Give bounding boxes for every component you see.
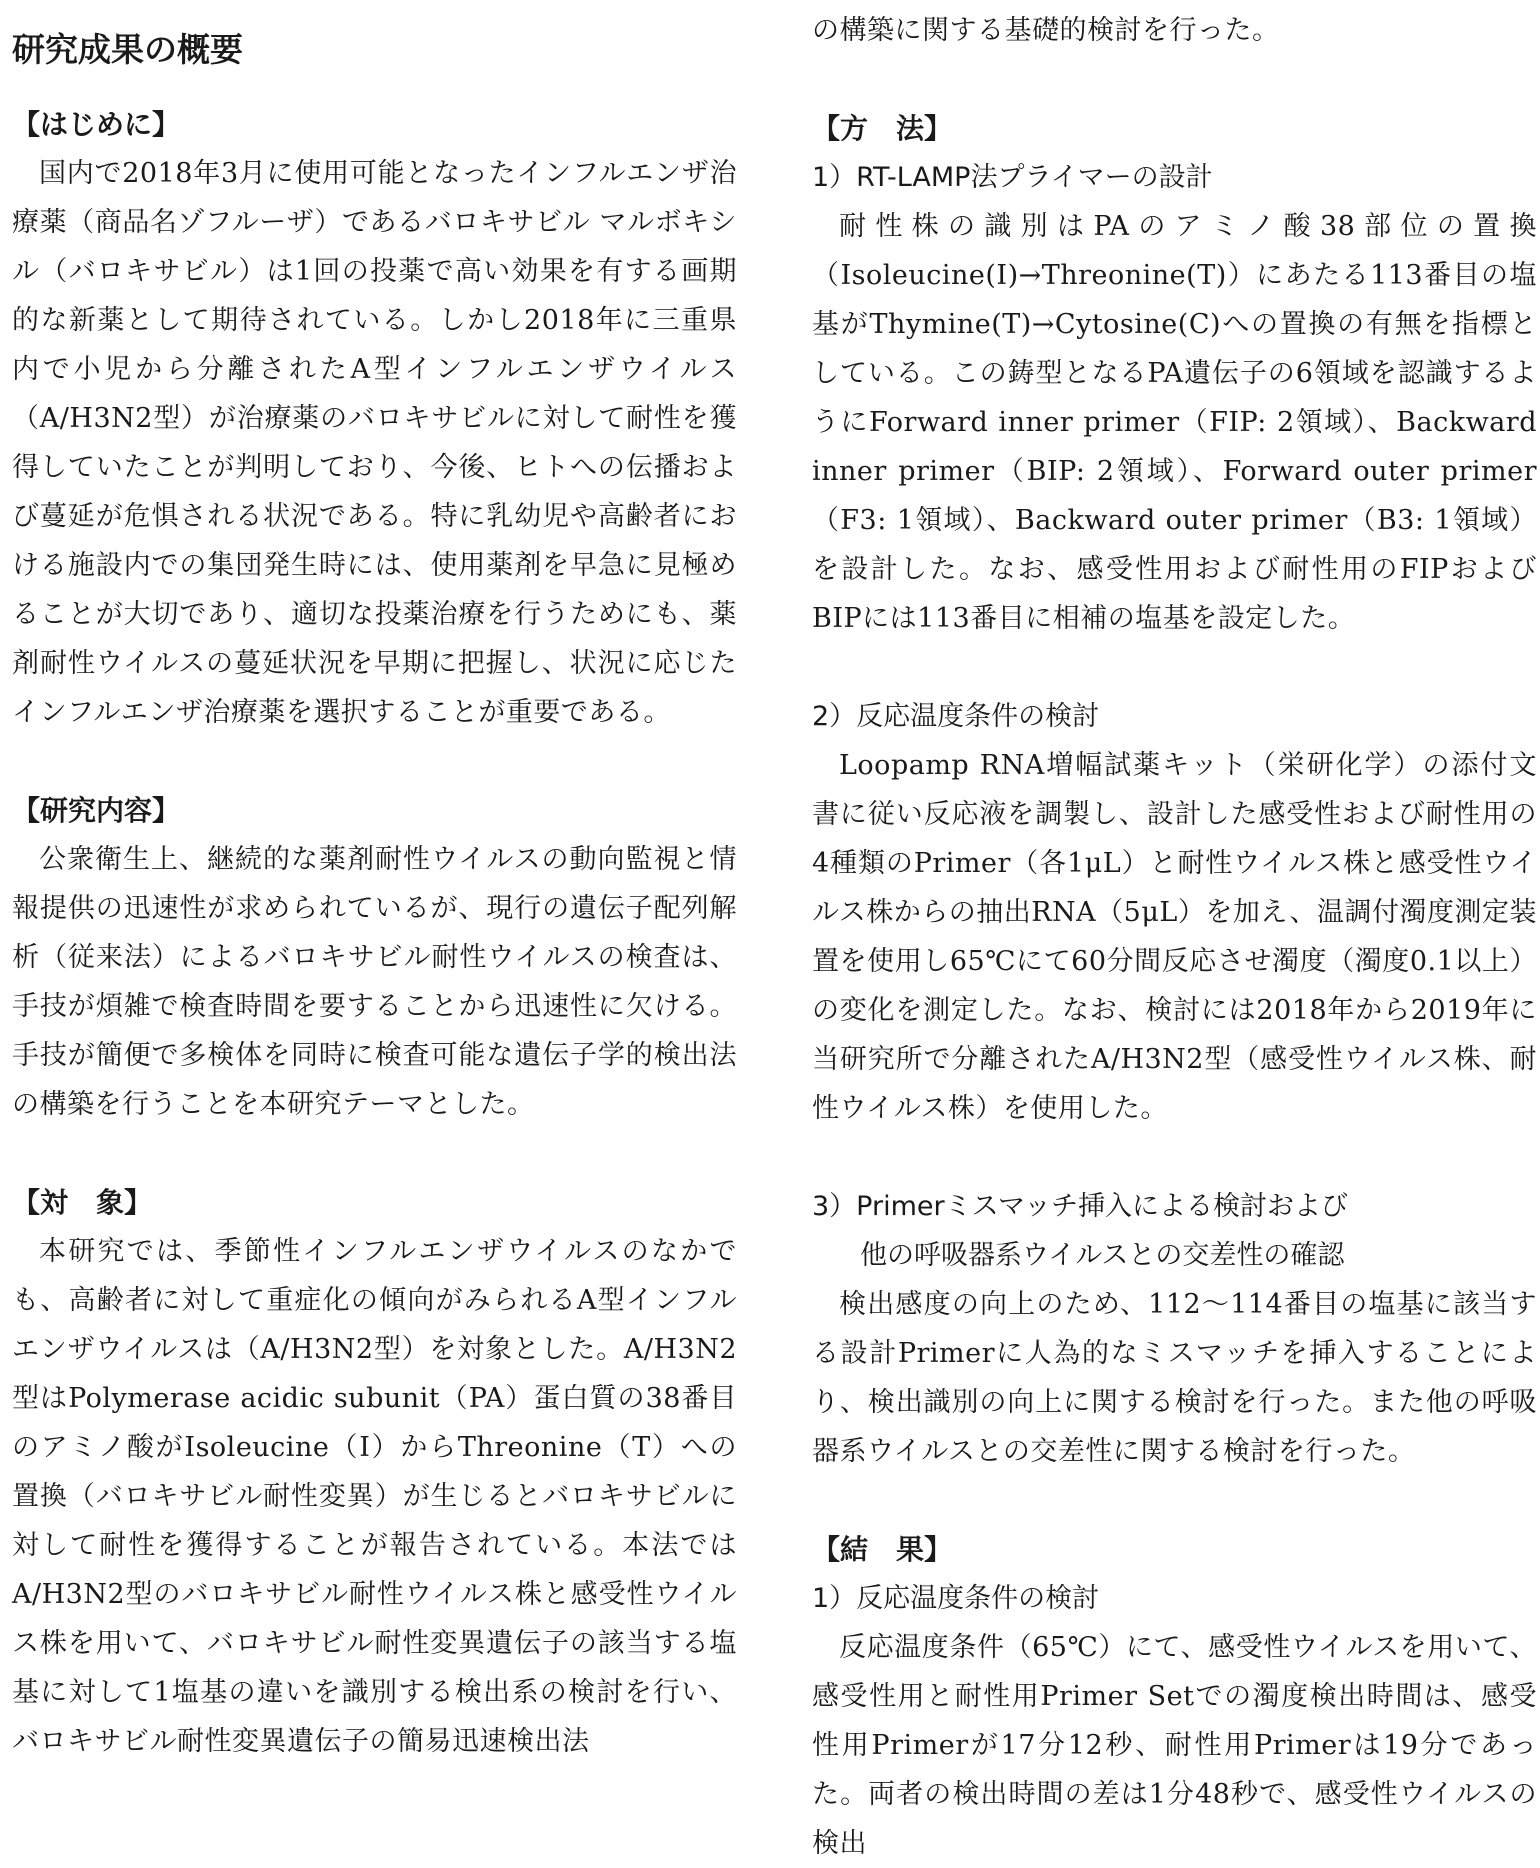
page-title: 研究成果の概要 [12,30,243,69]
spacer [812,55,1537,104]
section-heading-intro: 【はじめに】 [12,108,181,141]
continuation-text: の構築に関する基礎的検討を行った。 [812,15,1280,46]
right-column [812,0,1537,1868]
spacer [12,1129,737,1178]
section-body-target: 本研究では、季節性インフルエンザウイルスのなかでも、高齢者に対して重症化の傾向がみられるA型インフルエンザウイルスは（A/H3N2型）を対象とした。A/H3N2型はPolymerase acidic subunit（PA）蛋白質の38番目のアミノ酸がIsoleucine（I）からThreonine（T）への置換（バロキサビル耐性変異）が生じるとバロキサビルに対して耐性を獲得することが報告されている。本法ではA/H3N2型のバロキサビル耐性ウイルス株と感受性ウイルス株を用いて、バロキサビル耐性変異遺伝子の該当する塩基に対して1塩基の違いを識別する検出系の検討を行い、バロキサビル耐性変異遺伝子の簡易迅速検出法 [12,1236,737,1757]
spacer [812,1133,1537,1182]
subsection-body-mismatch: 検出感度の向上のため、112～114番目の塩基に該当する設計Primerに人為的なミスマッチを挿入することにより、検出識別の向上に関する検討を行った。また他の呼吸器系ウイルスとの交差性に関する検討を行った。 [812,1289,1537,1467]
subsection-title-results-temperature: 1）反応温度条件の検討 [812,1583,1100,1614]
subsection-body-primer-design: 耐性株の識別はPAのアミノ酸38部位の置換（Isoleucine(I)→Threonine(T)）にあたる113番目の塩基がThymine(T)→Cytosine(C)への置換の有無を指標としている。この鋳型となるPA遺伝子の6領域を認識するようにForward inner primer（FIP: 2領域）、Backward inner primer（BIP: 2領域）、Forward outer primer（F3: 1領域）、Backward outer primer（B3: 1領域）を設計した。なお、感受性用および耐性用のFIPおよびBIPには113番目に相補の塩基を設定した。 [812,211,1537,634]
subsection-title-mismatch: 3）Primerミスマッチ挿入による検討および [812,1191,1348,1222]
subsection-title-primer-design: 1）RT-LAMP法プライマーの設計 [812,162,1213,193]
section-body-intro: 国内で2018年3月に使用可能となったインフルエンザ治療薬（商品名ゾフルーザ）であるバロキサビル マルボキシル（バロキサビル）は1回の投薬で高い効果を有する画期的な新薬として期待されている。しかし2018年に三重県内で小児から分離されたA型インフルエンザウイルス（A/H3N2型）が治療薬のバロキサビルに対して耐性を獲得していたことが判明しており、今後、ヒトへの伝播および蔓延が危惧される状況である。特に乳幼児や高齢者における施設内での集団発生時には、使用薬剤を早急に見極めることが大切であり、適切な投薬治療を行うためにも、薬剤耐性ウイルスの蔓延状況を早期に把握し、状況に応じたインフルエンザ治療薬を選択することが重要である。 [12,158,737,728]
section-heading-content: 【研究内容】 [12,794,181,827]
subsection-body-temperature: Loopamp RNA増幅試薬キット（栄研化学）の添付文書に従い反応液を調製し、設計した感受性および耐性用の4種類のPrimer（各1μL）と耐性ウイルス株と感受性ウイルス株からの抽出RNA（5μL）を加え、温調付濁度測定装置を使用し65℃にて60分間反応させ濁度（濁度0.1以上）の変化を測定した。なお、検討には2018年から2019年に当研究所で分離されたA/H3N2型（感受性ウイルス株、耐性ウイルス株）を使用した。 [812,750,1537,1124]
section-heading-results: 【結 果】 [812,1533,953,1566]
left-column [12,0,737,1766]
subsection-title-mismatch-line2: 他の呼吸器系ウイルスとの交差性の確認 [860,1240,1345,1271]
spacer [812,1476,1537,1525]
spacer [812,643,1537,692]
subsection-body-results-temperature: 反応温度条件（65℃）にて、感受性ウイルスを用いて、感受性用と耐性用Primer Setでの濁度検出時間は、感受性用Primerが17分12秒、耐性用Primerは19分であった。両者の検出時間の差は1分48秒で、感受性ウイルスの検出 [812,1632,1537,1859]
subsection-title-temperature: 2）反応温度条件の検討 [812,701,1100,732]
section-heading-methods: 【方 法】 [812,112,953,145]
spacer [12,737,737,786]
section-body-content: 公衆衛生上、継続的な薬剤耐性ウイルスの動向監視と情報提供の迅速性が求められているが、現行の遺伝子配列解析（従来法）によるバロキサビル耐性ウイルスの検査は、手技が煩雑で検査時間を要することから迅速性に欠ける。手技が簡便で多検体を同時に検査可能な遺伝子学的検出法の構築を行うことを本研究テーマとした。 [12,844,737,1120]
section-heading-target: 【対 象】 [12,1186,153,1219]
